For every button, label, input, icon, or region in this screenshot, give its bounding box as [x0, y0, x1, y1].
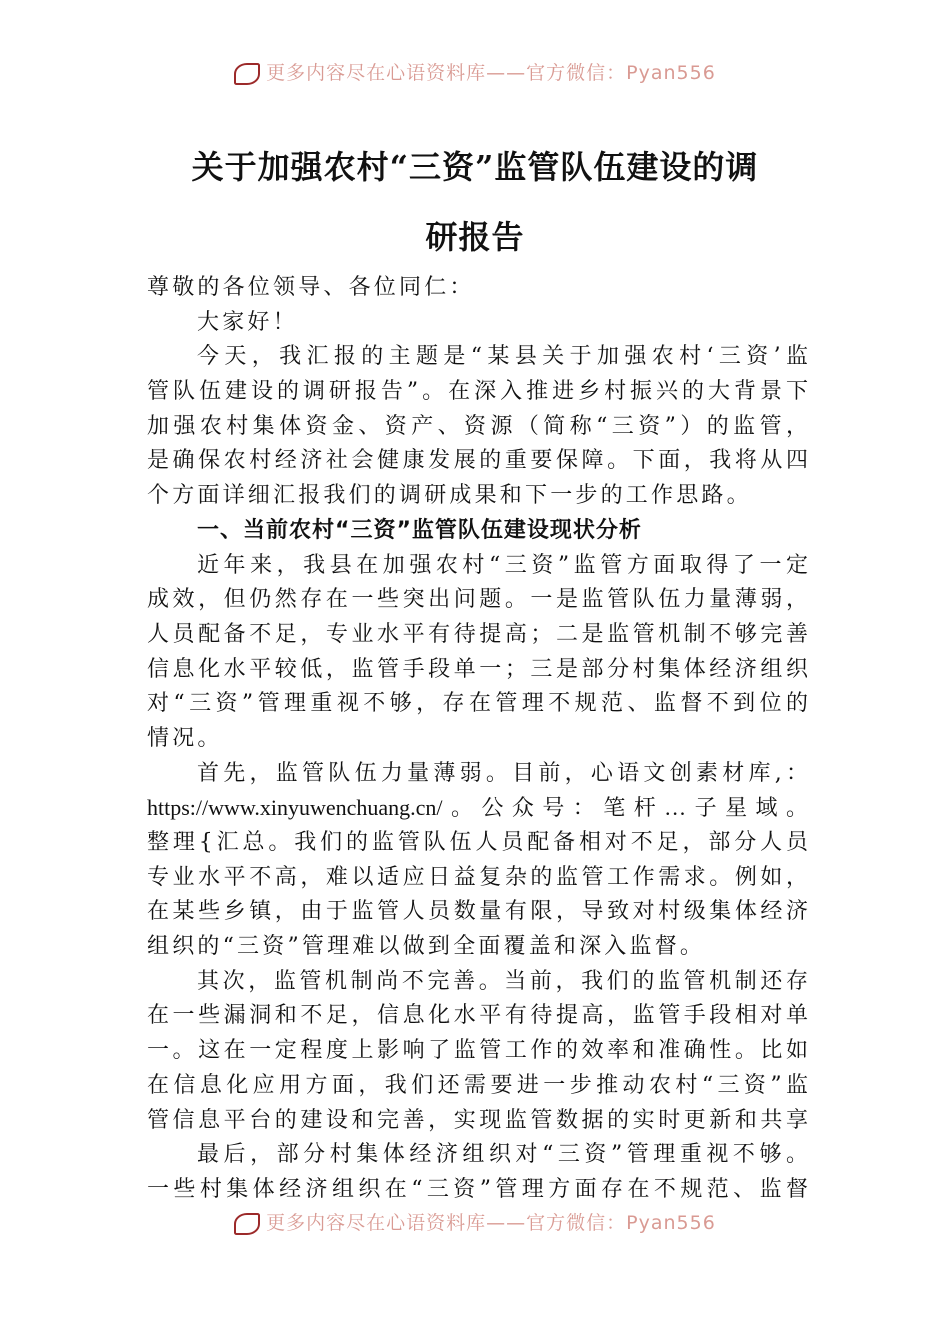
header-watermark [0, 58, 950, 85]
logo-icon [234, 1213, 260, 1235]
text-line: 今天，我汇报的主题是“某县关于加强农村‘三资’监 [197, 344, 808, 370]
text-line: 个方面详细汇报我们的调研成果和下一步的工作思路。 [147, 483, 752, 509]
text-line: https://www.xinyuwenchuang.cn/。公众号：笔杆…子星域。 [147, 795, 808, 821]
text-line: 对“三资”管理重视不够，存在管理不规范、监督不到位的 [147, 691, 808, 717]
text-line: 在信息化应用方面，我们还需要进一步推动农村“三资”监 [147, 1072, 808, 1098]
document-title-line-2: 研报告 [425, 218, 525, 256]
text-line: 在一些漏洞和不足，信息化水平有待提高，监管手段相对单 [147, 1003, 808, 1029]
logo-icon [234, 63, 260, 85]
text-line: 一。这在一定程度上影响了监管工作的效率和准确性。比如 [147, 1038, 808, 1064]
document-title-line-1: 关于加强农村“三资”监管队伍建设的调 [191, 148, 759, 186]
watermark-text: 更多内容尽在心语资料库——官方微信：Pyan556 [266, 62, 716, 84]
footer-watermark [0, 1208, 950, 1235]
text-line: 大家好！ [197, 309, 298, 335]
document-body [147, 271, 808, 1208]
watermark-text: 更多内容尽在心语资料库——官方微信：Pyan556 [266, 1212, 716, 1234]
text-line: 组织的“三资”管理难以做到全面覆盖和深入监督。 [147, 934, 706, 960]
text-line: 其次，监管机制尚不完善。当前，我们的监管机制还存 [197, 968, 808, 994]
text-line: 近年来，我县在加强农村“三资”监管方面取得了一定 [197, 552, 808, 578]
text-line: 在某些乡镇，由于监管人员数量有限，导致对村级集体经济 [147, 899, 808, 925]
text-line: 首先，监管队伍力量薄弱。目前，心语文创素材库,： [197, 760, 808, 786]
text-line: 尊敬的各位领导、各位同仁： [147, 275, 475, 300]
text-line: 情况。 [147, 725, 223, 751]
text-line: 加强农村集体资金、资产、资源（简称“三资”）的监管， [147, 413, 808, 439]
text-line: 信息化水平较低，监管手段单一；三是部分村集体经济组织 [147, 656, 808, 682]
text-line: 人员配备不足，专业水平有待提高；二是监管机制不够完善 [147, 621, 808, 647]
text-line: 管队伍建设的调研报告”。在深入推进乡村振兴的大背景下 [147, 379, 808, 405]
text-line: 一些村集体经济组织在“三资”管理方面存在不规范、监督 [147, 1176, 808, 1202]
text-line: 管信息平台的建设和完善，实现监管数据的实时更新和共享 [147, 1107, 808, 1133]
section-heading: 一、当前农村“三资”监管队伍建设现状分析 [197, 517, 642, 543]
text-line: 整理{汇总。我们的监管队伍人员配备相对不足，部分人员 [147, 830, 808, 855]
text-line: 成效，但仍然存在一些突出问题。一是监管队伍力量薄弱， [147, 587, 808, 613]
text-line: 是确保农村经济社会健康发展的重要保障。下面，我将从四 [147, 448, 808, 474]
text-line: 最后，部分村集体经济组织对“三资”管理重视不够。 [197, 1142, 808, 1168]
text-line: 专业水平不高，难以适应日益复杂的监管工作需求。例如， [147, 864, 808, 890]
